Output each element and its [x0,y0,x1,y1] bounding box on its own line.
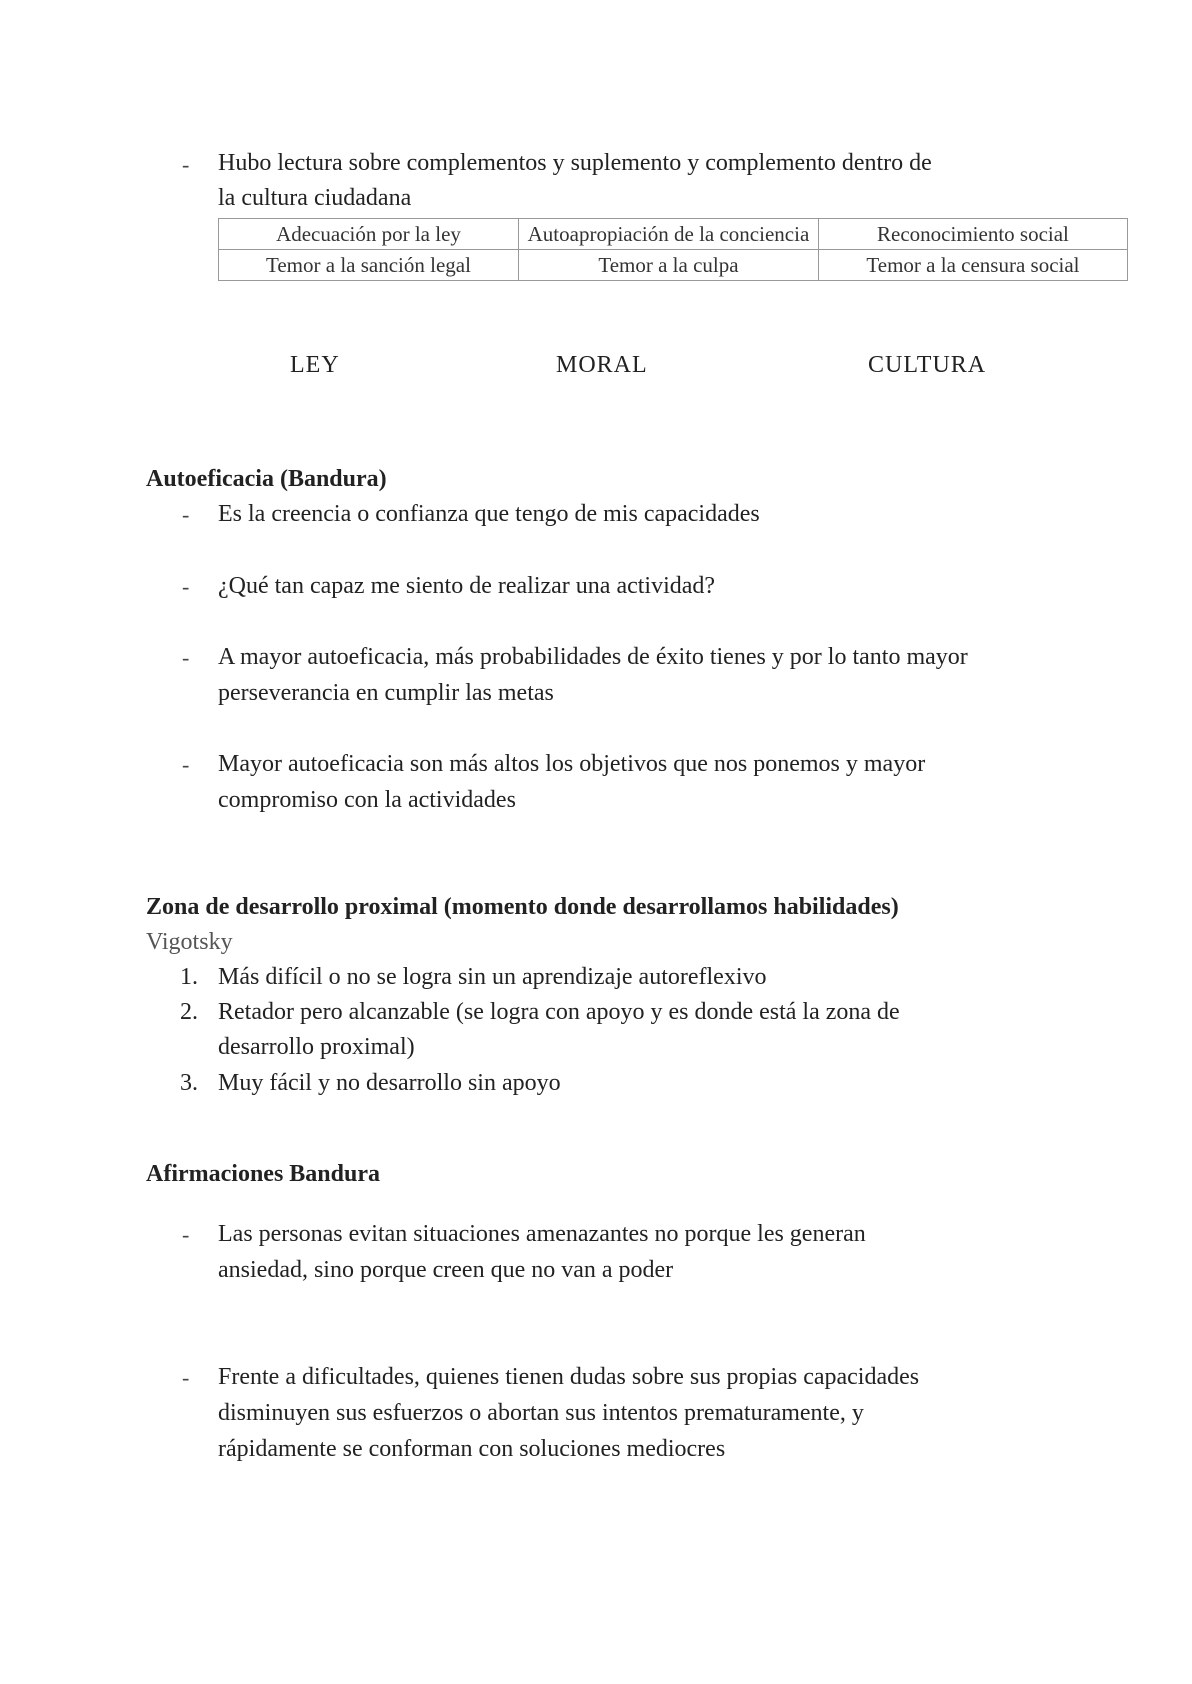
table-header-cell: Reconocimiento social [818,219,1127,250]
table-header-cell: Adecuación por la ley [219,219,519,250]
bullet-dash-icon: - [182,1222,190,1247]
bullet-dash-icon: - [182,1365,190,1390]
list-item: Frente a dificultades, quienes tienen dudas sobre sus propias capacidades [218,1364,920,1390]
section-zona-desarrollo-subtitle: Vigotsky [146,929,233,955]
list-item: Muy fácil y no desarrollo sin apoyo [218,1070,561,1096]
intro-line-2: la cultura ciudadana [218,185,412,211]
list-number: 3. [180,1070,198,1096]
section-zona-desarrollo-title: Zona de desarrollo proximal (momento donde desarrollamos habilidades) [146,894,899,920]
list-item: ¿Qué tan capaz me siento de realizar una actividad? [218,573,716,599]
table-header-row [219,219,1128,250]
bullet-dash-icon: - [182,752,190,777]
list-item: Retador pero alcanzable (se logra con apoyo y es donde está la zona de [218,999,900,1025]
bullet-dash-icon: - [182,574,190,599]
list-item: Es la creencia o confianza que tengo de mis capacidades [218,501,760,527]
section-afirmaciones-title: Afirmaciones Bandura [146,1161,380,1187]
list-item: A mayor autoeficacia, más probabilidades de éxito tienes y por lo tanto mayor [218,644,968,670]
table-cell: Temor a la culpa [518,250,818,281]
table-cell: Temor a la censura social [818,250,1127,281]
list-item-continuation: desarrollo proximal) [218,1034,415,1060]
list-number: 2. [180,999,198,1025]
comparison-table [218,218,1128,281]
triad-ley: LEY [290,352,340,378]
section-autoeficacia-title: Autoeficacia (Bandura) [146,466,387,492]
triad-cultura: CULTURA [868,352,987,378]
list-item-continuation: disminuyen sus esfuerzos o abortan sus intentos prematuramente, y [218,1400,864,1426]
list-item-continuation: ansiedad, sino porque creen que no van a poder [218,1257,674,1283]
triad-moral: MORAL [556,352,648,378]
list-item-continuation: rápidamente se conforman con soluciones mediocres [218,1436,726,1462]
table-header-cell: Autoapropiación de la conciencia [518,219,818,250]
table-row [219,250,1128,281]
list-item: Más difícil o no se logra sin un aprendizaje autoreflexivo [218,964,767,990]
list-item: Mayor autoeficacia son más altos los objetivos que nos ponemos y mayor [218,751,926,777]
list-item-continuation: perseverancia en cumplir las metas [218,680,554,706]
table-cell: Temor a la sanción legal [219,250,519,281]
list-number: 1. [180,964,198,990]
bullet-dash-icon: - [182,152,190,177]
bullet-dash-icon: - [182,502,190,527]
intro-line-1: Hubo lectura sobre complementos y suplemento y complemento dentro de [218,150,932,176]
bullet-dash-icon: - [182,645,190,670]
list-item: Las personas evitan situaciones amenazantes no porque les generan [218,1221,866,1247]
list-item-continuation: compromiso con la actividades [218,787,516,813]
